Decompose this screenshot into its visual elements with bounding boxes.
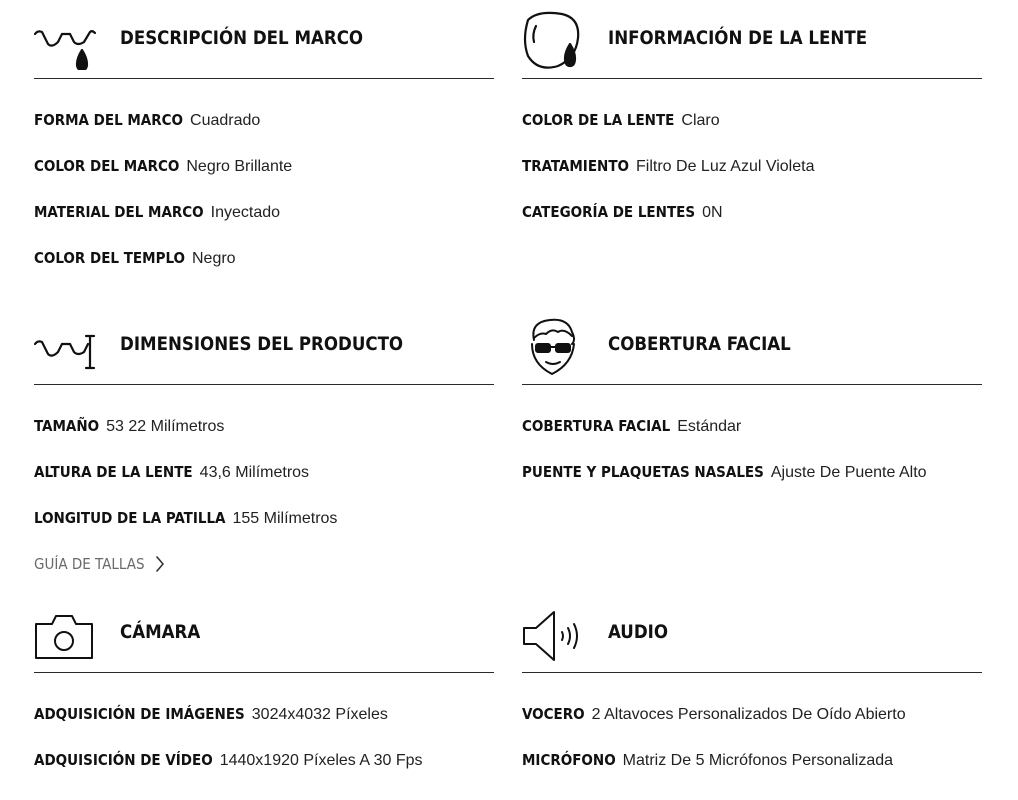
spec-row: [34, 247, 494, 293]
spec-label: MICRÓFONO: [522, 751, 616, 769]
camera-icon: [34, 602, 96, 664]
section-face-coverage: [522, 306, 982, 507]
spec-row: [34, 155, 494, 201]
spec-label: PUENTE Y PLAQUETAS NASALES: [522, 463, 764, 481]
chevron-right-icon: [155, 556, 165, 572]
spec-label: COLOR DE LA LENTE: [522, 111, 675, 129]
spec-row: [522, 461, 982, 507]
section-title: DIMENSIONES DEL PRODUCTO: [120, 334, 404, 355]
spec-value: 2 Altavoces Personalizados De Oído Abierto: [591, 706, 906, 723]
spec-value: 0N: [702, 204, 723, 221]
section-audio: [522, 594, 982, 795]
section-title: INFORMACIÓN DE LA LENTE: [608, 28, 868, 49]
spec-label: ALTURA DE LA LENTE: [34, 463, 193, 481]
spec-value: 53 22 Milímetros: [106, 418, 225, 435]
spec-label: TRATAMIENTO: [522, 157, 630, 175]
spec-row: [34, 703, 494, 749]
section-product-dimensions: [34, 306, 494, 599]
spec-value: 43,6 Milímetros: [199, 464, 310, 481]
spec-label: COLOR DEL TEMPLO: [34, 249, 185, 267]
section-rows: [34, 79, 494, 293]
spec-label: TAMAÑO: [34, 417, 100, 435]
spec-label: CATEGORÍA DE LENTES: [522, 203, 696, 221]
spec-row: [34, 461, 494, 507]
spec-row: [34, 201, 494, 247]
spec-value: 155 Milímetros: [232, 510, 338, 527]
section-lens-information: [522, 0, 982, 247]
spec-row: [522, 749, 982, 795]
spec-row: [34, 109, 494, 155]
size-guide-label: GUÍA DE TALLAS: [34, 555, 145, 573]
spec-row: [34, 415, 494, 461]
section-rows: [522, 673, 982, 795]
section-title: DESCRIPCIÓN DEL MARCO: [120, 28, 364, 49]
glasses-ruler-icon: [34, 314, 96, 376]
speaker-icon: [522, 602, 584, 664]
section-camera: [34, 594, 494, 795]
section-title: AUDIO: [608, 622, 668, 643]
size-guide-link[interactable]: [34, 553, 165, 575]
spec-value: Cuadrado: [190, 112, 261, 129]
section-header: [34, 306, 494, 385]
spec-row: [522, 415, 982, 461]
spec-value: Negro: [192, 250, 236, 267]
spec-row: [34, 507, 494, 553]
section-header: [522, 0, 982, 79]
spec-label: ADQUISICIÓN DE VÍDEO: [34, 751, 213, 769]
section-title: COBERTURA FACIAL: [608, 334, 791, 355]
section-rows: [34, 673, 494, 795]
section-rows: [522, 79, 982, 247]
spec-value: Matriz De 5 Micrófonos Personalizada: [622, 752, 894, 769]
section-frame-description: [34, 0, 494, 293]
spec-label: LONGITUD DE LA PATILLA: [34, 509, 226, 527]
section-header: [522, 594, 982, 673]
spec-value: Claro: [681, 112, 720, 129]
glasses-drop-icon: [34, 8, 96, 70]
section-rows: [522, 385, 982, 507]
spec-row: [34, 749, 494, 795]
spec-value: Ajuste De Puente Alto: [770, 464, 927, 481]
spec-value: Filtro De Luz Azul Violeta: [636, 158, 815, 175]
spec-value: 1440x1920 Píxeles A 30 Fps: [219, 752, 423, 769]
spec-row: [522, 109, 982, 155]
spec-label: ADQUISICIÓN DE IMÁGENES: [34, 705, 245, 723]
spec-row: [522, 155, 982, 201]
lens-drop-icon: [522, 8, 584, 70]
spec-row: [522, 201, 982, 247]
spec-label: FORMA DEL MARCO: [34, 111, 184, 129]
spec-row: [522, 703, 982, 749]
spec-value: Negro Brillante: [186, 158, 293, 175]
spec-label: VOCERO: [522, 705, 585, 723]
section-header: [522, 306, 982, 385]
section-rows: [34, 385, 494, 599]
spec-value: 3024x4032 Píxeles: [251, 706, 388, 723]
spec-label: COLOR DEL MARCO: [34, 157, 180, 175]
spec-label: MATERIAL DEL MARCO: [34, 203, 204, 221]
section-title: CÁMARA: [120, 622, 201, 643]
spec-value: Inyectado: [210, 204, 281, 221]
face-glasses-icon: [522, 314, 584, 376]
section-header: [34, 594, 494, 673]
size-guide-row: [34, 553, 494, 599]
spec-value: Estándar: [677, 418, 742, 435]
spec-label: COBERTURA FACIAL: [522, 417, 671, 435]
section-header: [34, 0, 494, 79]
